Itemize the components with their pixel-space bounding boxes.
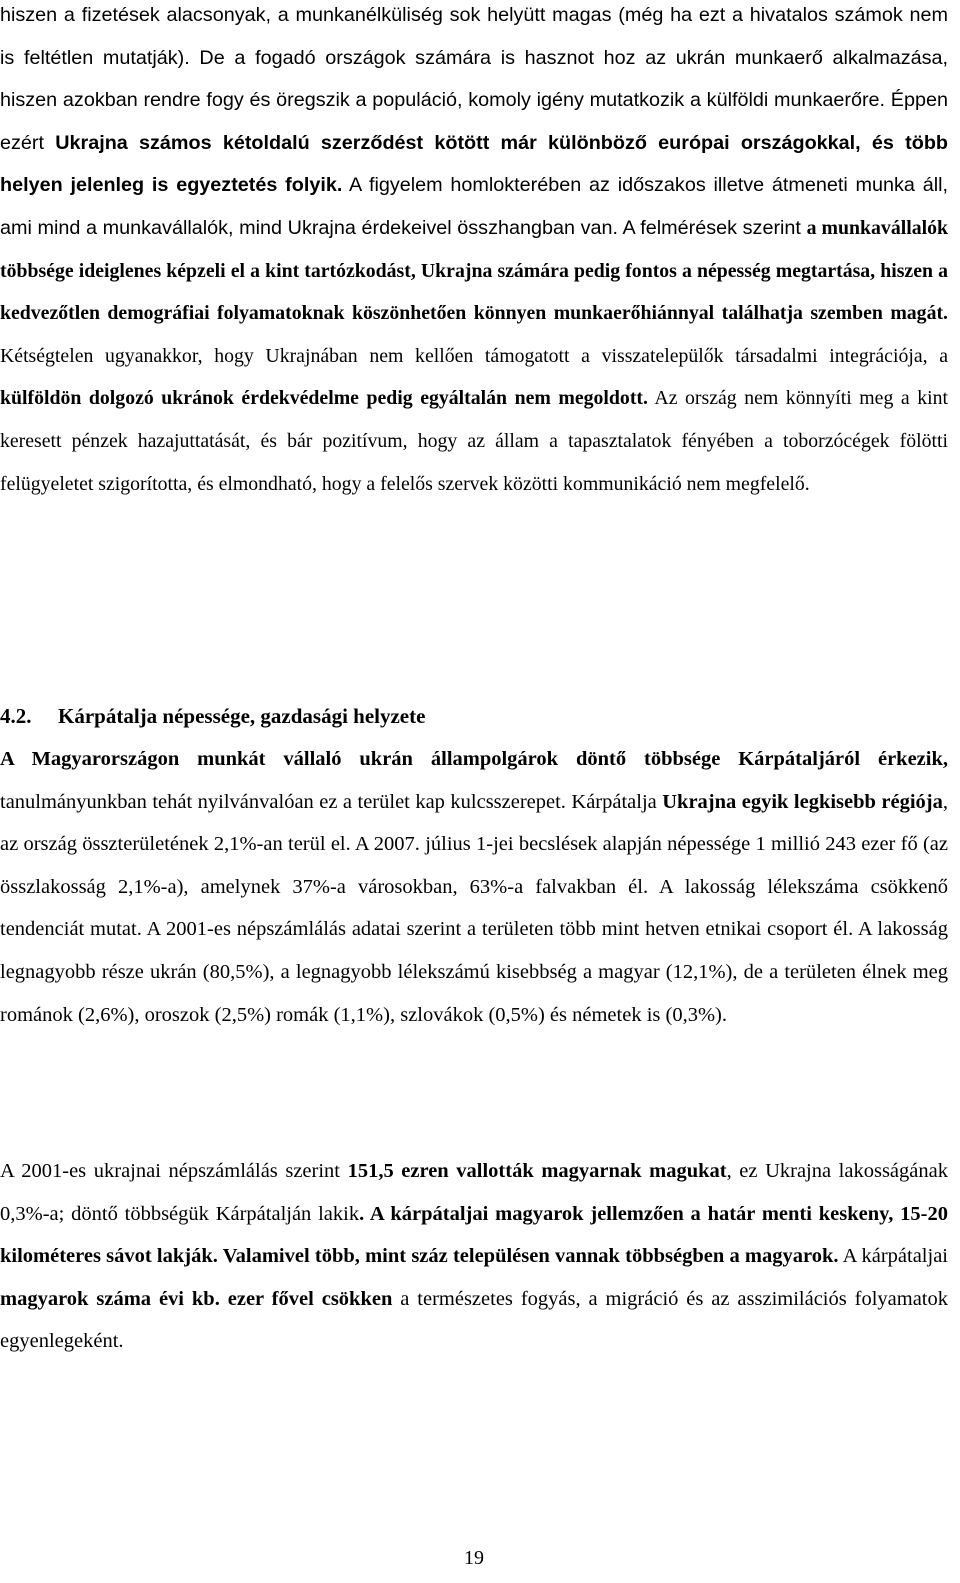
section-heading [0,700,425,732]
bold-text-run: külföldön dolgozó ukránok érdekvédelme pedig egyáltalán nem megoldott. [0,387,648,410]
text-run: hiszen a fizetések alacsonyak, a munkanélküliség sok helyütt magas (még ha ezt a hivatalos számok nem is feltétlen mutatják). De a fogadó országok számára is hasznot hoz az ukrán munkaerő alkalmazása, hiszen azokban rendre fogy és öregszik a populáció, komoly igény mutatkozik a külföldi munkaerőre. Éppen ezért [0,4,948,154]
text-run: Az ország nem könnyíti meg a kint keresett pénzek hazajuttatását, és bár pozitívum, hogy az állam a tapasztalatok fényében a toborzócégek fölötti felügyeletet szigorította, és elmondható, hogy a felelős szervek közötti kommunikáció nem megfelelő. [0,387,948,495]
text-run: Kétségtelen ugyanakkor, hogy Ukrajnában nem kellően támogatott a visszatelepülők társadalmi integrációja, a [0,344,948,367]
bold-text-run: Ukrajna egyik legkisebb régiója [662,790,943,813]
page-number: 19 [464,1547,484,1569]
bold-text-run: Ukrajna számos kétoldalú szerződést kötött már különböző európai országokkal, és több helyen jelenleg is egyeztetés folyik. [0,131,948,197]
text-run: A 2001-es ukrajnai népszámlálás szerint [0,1160,348,1182]
text-run: , ez Ukrajna lakosságának 0,3%-a; döntő többségük Kárpátalján lakik [0,1160,948,1225]
bold-text-run: A Magyarországon munkát vállaló ukrán állampolgárok döntő többsége Kárpátaljáról érkezik, [0,748,948,770]
text-run: tanulmányunkban tehát nyilvánvalóan ez a terület kap kulcsszerepet. Kárpátalja [0,790,663,813]
text-run: , az ország összterületének 2,1%-an terül el. A 2007. július 1-jei becslések alapján népessége 1 millió 243 ezer fő (az összlakosság 2,1%-a), amelynek 37%-a városokban, 63%-a falvakban él. A lakosság lélekszáma csökkenő tendenciát mutat. A 2001-es népszámlálás adatai szerint a területen több mint hetven etnikai csoport él. A lakosság legnagyobb része ukrán (80,5%), a legnagyobb lélekszámú kisebbség a magyar (12,1%), de a területen élnek meg románok (2,6%), oroszok (2,5%) romák (1,1%), szlovákok (0,5%) és németek is (0,3%). [0,790,948,1026]
paragraph-labor-migration [0,0,948,505]
section-title: Kárpátalja népessége, gazdasági helyzete [58,704,426,728]
text-run: A figyelem homlokterében az időszakos illetve átmeneti munka áll, ami mind a munkavállalók, mind Ukrajna érdekeivel összhangban van. A felmérések szerint [0,174,949,239]
text-run: a természetes fogyás, a migráció és az asszimilációs folyamatok egyenlegeként. [0,1287,948,1353]
paragraph-transcarpathia-population [0,738,948,1036]
section-number: 4.2. [0,704,32,728]
bold-text-run: . A kárpátaljai magyarok jellemzően a határ menti keskeny, 15-20 kilométeres sávot lakják. Valamivel több, mint száz településen vannak többségben a magyarok. [0,1202,948,1268]
bold-text-run: a munkavállalók többsége ideiglenes képzeli el a kint tartózkodást, Ukrajna számára pedig fontos a népesség megtartása, hiszen a kedvezőtlen demográfiai folyamatoknak köszönhetően könnyen munkaerőhiánnyal találhatja szemben magát. [0,216,948,325]
bold-text-run: 151,5 ezren vallották magyarnak magukat [347,1160,727,1182]
bold-text-run: magyarok száma évi kb. ezer fővel csökken [0,1287,393,1310]
paragraph-hungarian-minority [0,1150,948,1363]
text-run: A kárpátaljai [838,1245,948,1268]
